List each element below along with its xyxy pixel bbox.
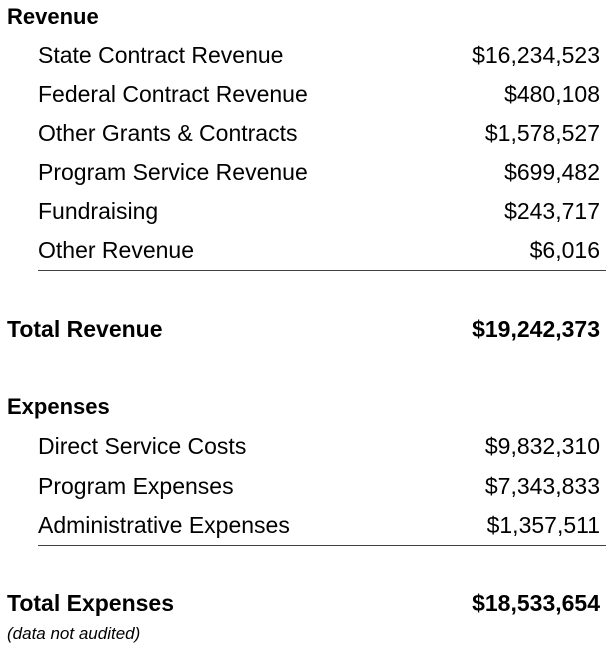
row-amount: $9,832,310 [484, 433, 600, 459]
revenue-heading: Revenue [7, 4, 99, 29]
total-revenue-row [7, 313, 600, 345]
revenue-divider [38, 270, 606, 271]
total-revenue-label: Total Revenue [7, 316, 163, 342]
row-label: State Contract Revenue [38, 42, 284, 68]
audit-note: (data not audited) [7, 624, 141, 643]
revenue-row-other-grants [38, 118, 600, 148]
total-revenue-amount: $19,242,373 [472, 316, 600, 342]
row-amount: $7,343,833 [484, 473, 600, 499]
row-amount: $243,717 [504, 198, 600, 224]
expenses-divider [38, 545, 606, 546]
revenue-row-fundraising [38, 196, 600, 226]
row-label: Program Expenses [38, 473, 234, 499]
revenue-row-federal-contract [38, 79, 600, 109]
row-amount: $699,482 [504, 159, 600, 185]
total-expenses-label: Total Expenses [7, 590, 175, 616]
row-label: Other Grants & Contracts [38, 120, 298, 146]
row-amount: $16,234,523 [472, 42, 600, 68]
row-amount: $6,016 [529, 237, 600, 263]
row-amount: $480,108 [504, 81, 600, 107]
row-label: Federal Contract Revenue [38, 81, 308, 107]
revenue-row-program-service [38, 157, 600, 187]
expenses-row-direct-service [38, 431, 600, 461]
row-label: Other Revenue [38, 237, 194, 263]
expenses-heading: Expenses [7, 394, 110, 419]
expenses-row-program [38, 471, 600, 501]
total-expenses-row [7, 587, 600, 619]
row-label: Program Service Revenue [38, 159, 308, 185]
row-label: Direct Service Costs [38, 433, 247, 459]
revenue-row-other [38, 235, 600, 265]
revenue-row-state-contract [38, 40, 600, 70]
row-amount: $1,578,527 [484, 120, 600, 146]
total-expenses-amount: $18,533,654 [472, 590, 600, 616]
row-label: Fundraising [38, 198, 159, 224]
row-amount: $1,357,511 [486, 512, 600, 538]
expenses-row-administrative [38, 510, 600, 540]
row-label: Administrative Expenses [38, 512, 290, 538]
